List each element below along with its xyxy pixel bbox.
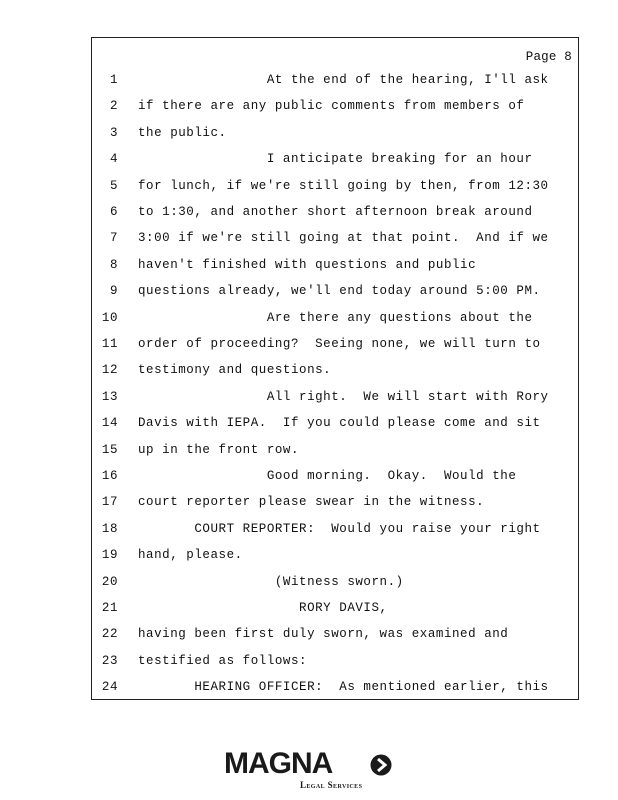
line-text: to 1:30, and another short afternoon break around <box>138 205 533 219</box>
line-text: for lunch, if we're still going by then, from 12:30 <box>138 178 549 193</box>
line-number: 2 <box>109 99 118 114</box>
line-text: testimony and questions. <box>138 363 332 378</box>
logo-subtitle: Legal Services <box>300 780 363 790</box>
transcript-line <box>92 179 578 199</box>
transcript-line <box>92 654 578 674</box>
line-number: 8 <box>109 257 118 272</box>
line-text: the public. <box>138 125 227 140</box>
transcript-line <box>92 680 578 700</box>
line-number: 21 <box>101 601 118 615</box>
transcript-line <box>92 443 578 463</box>
transcript-line <box>92 495 578 515</box>
transcript-line <box>92 126 578 146</box>
line-text: COURT REPORTER: Would you raise your right <box>138 521 541 536</box>
line-number: 10 <box>101 310 118 325</box>
line-text: up in the front row. <box>138 442 300 457</box>
line-text: hand, please. <box>138 548 243 563</box>
transcript-line <box>92 575 578 595</box>
transcript-line <box>92 627 578 647</box>
line-number: 14 <box>101 416 118 431</box>
transcript-line <box>92 258 578 278</box>
line-text: Good morning. Okay. Would the <box>138 469 517 483</box>
line-text: questions already, we'll end today around 5:00 PM. <box>138 284 541 299</box>
transcript-line <box>92 99 578 119</box>
transcript-line <box>92 390 578 410</box>
line-text: having been first duly sworn, was examined and <box>138 627 509 642</box>
transcript-line <box>92 601 578 621</box>
line-number: 13 <box>101 389 118 404</box>
line-text: Are there any questions about the <box>138 310 533 325</box>
line-number: 5 <box>109 178 118 193</box>
line-number: 12 <box>101 363 118 378</box>
line-number: 17 <box>101 495 118 510</box>
line-text: Davis with IEPA. If you could please come and sit <box>138 416 541 431</box>
line-number: 3 <box>109 125 118 140</box>
line-text: if there are any public comments from members of <box>138 99 525 114</box>
line-number: 20 <box>101 574 118 589</box>
transcript-line <box>92 416 578 436</box>
magna-legal-services-logo <box>224 748 396 792</box>
line-text: At the end of the hearing, I'll ask <box>138 73 549 87</box>
line-text: I anticipate breaking for an hour <box>138 152 533 167</box>
transcript-line <box>92 548 578 568</box>
line-text: 3:00 if we're still going at that point. And if we <box>138 231 549 246</box>
transcript-line <box>92 522 578 542</box>
line-text: (Witness sworn.) <box>138 574 404 589</box>
chevron-right-circle-icon <box>370 754 392 776</box>
transcript-line <box>92 337 578 357</box>
transcript-line <box>92 469 578 489</box>
transcript-line <box>92 284 578 304</box>
line-number: 7 <box>109 231 118 246</box>
line-text: HEARING OFFICER: As mentioned earlier, this <box>138 680 549 695</box>
line-number: 16 <box>101 469 118 483</box>
transcript-page-frame <box>91 37 579 700</box>
page-number-label: Page 8 <box>525 50 572 64</box>
transcript-line <box>92 231 578 251</box>
line-number: 22 <box>101 627 118 642</box>
line-number: 24 <box>101 680 118 695</box>
line-number: 11 <box>101 337 118 351</box>
transcript-line <box>92 73 578 93</box>
line-text: court reporter please swear in the witness. <box>138 495 485 510</box>
transcript-line <box>92 152 578 172</box>
line-text: RORY DAVIS, <box>138 601 388 615</box>
line-number: 1 <box>109 73 118 87</box>
transcript-line <box>92 363 578 383</box>
line-text: order of proceeding? Seeing none, we will turn to <box>138 337 541 351</box>
transcript-line <box>92 205 578 225</box>
line-number: 19 <box>101 548 118 563</box>
line-number: 18 <box>101 521 118 536</box>
line-text: haven't finished with questions and public <box>138 257 477 272</box>
transcript-line <box>92 311 578 331</box>
line-number: 9 <box>109 284 118 299</box>
line-text: All right. We will start with Rory <box>138 389 549 404</box>
logo-wordmark: MAGNA <box>224 747 333 780</box>
line-text: testified as follows: <box>138 653 308 668</box>
line-number: 4 <box>109 152 118 167</box>
line-number: 15 <box>101 442 118 457</box>
line-number: 23 <box>101 653 118 668</box>
line-number: 6 <box>109 205 118 219</box>
